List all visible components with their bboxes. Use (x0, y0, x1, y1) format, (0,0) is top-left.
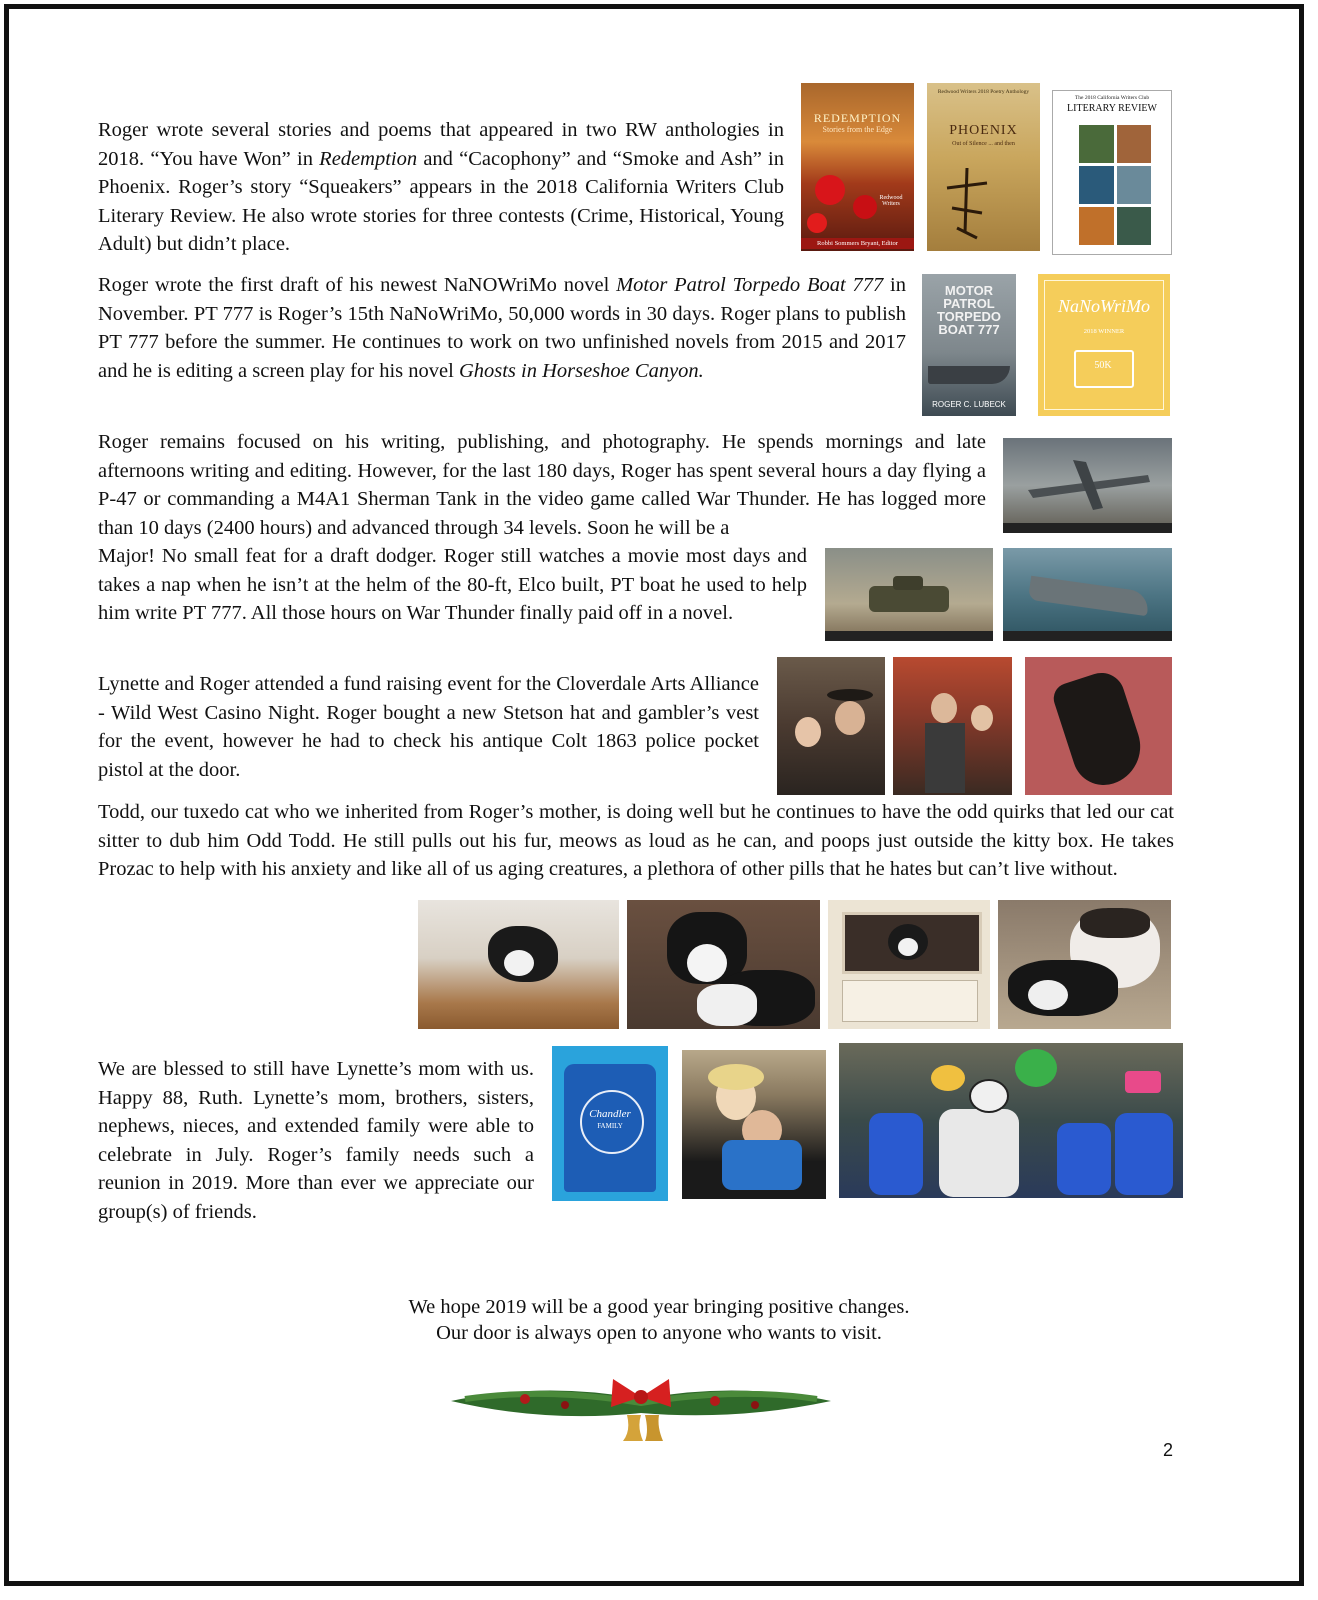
tshirt-text-chandler: Chandler (589, 1108, 631, 1120)
family-photo-booth-photo (839, 1043, 1183, 1198)
redemption-editor: Robbi Sommers Bryant, Editor (801, 238, 914, 249)
newsletter-page (4, 4, 1304, 1586)
phoenix-subtitle: Out of Silence ... and then (952, 141, 1015, 147)
pt-boat-silhouette (928, 366, 1010, 384)
war-thunder-pt-boat-screenshot (1003, 548, 1172, 641)
pt777-author: ROGER C. LUBECK (932, 400, 1006, 409)
family-reunion-tshirt-photo (552, 1046, 668, 1201)
grandma-with-baby-photo (682, 1050, 826, 1199)
p47-airplane-icon (1018, 450, 1158, 520)
cat-photo-shelf (828, 900, 990, 1029)
holster-icon (1050, 667, 1151, 793)
literary-review-cover (1052, 90, 1172, 255)
redemption-publisher: Redwood Writers (879, 195, 903, 207)
colt-pistol-holster-photo (1025, 657, 1172, 795)
review-photo-grid (1079, 125, 1151, 245)
poppy-flower-icon (807, 213, 827, 233)
pt777-book-cover (922, 274, 1016, 416)
war-thunder-sherman-tank-screenshot (825, 548, 993, 641)
party-mask-icon (969, 1079, 1009, 1113)
paragraph-anthologies: Roger wrote several stories and poems that appeared in two RW anthologies in 2018. “You have Won” in Redemption and “Cacophony” and “Smoke and Ash” in Phoenix. Roger’s story “Squeakers” appears in the 2018 California Writers Club Literary Review. He also wrote stories for three contests (Crime, Historical, Young Adult) but didn’t place. (98, 119, 784, 256)
paragraph-war-thunder: Roger remains focused on his writing, publishing, and photography. He spends mornings and late afternoons writing and editing. However, for the last 180 days, Roger has spent several hours a day flying a P-47 or commanding a M4A1 Sherman Tank in the video game called War Thunder. He has logged more than 10 days (2400 hours) and advanced through 34 levels. Soon he will be a (98, 431, 986, 539)
closing-line-2: Our door is always open to anyone who wants to visit. (436, 1322, 882, 1344)
paragraph-casino-night: Lynette and Roger attended a fund raising event for the Cloverdale Arts Alliance - Wild West Casino Night. Roger bought a new Stetson hat and gambler’s vest for the event, however he had to check his antique Colt 1863 police pocket pistol at the door. (98, 673, 759, 781)
casino-night-standing-photo (893, 657, 1012, 795)
paragraph-family: We are blessed to still have Lynette’s mom with us. Happy 88, Ruth. Lynette’s mom, brothers, sisters, nephews, nieces, and extended family were able to celebrate in July. Roger’s family needs such a reunion in 2019. More than ever we appreciate our group(s) of friends. (98, 1058, 534, 1223)
cat-photo-cushion (998, 900, 1171, 1029)
cat-photo-closeup (627, 900, 820, 1029)
nanowrimo-winner-badge (1038, 274, 1170, 416)
calligraphy-brush-icon (937, 163, 997, 243)
holiday-garland-icon (445, 1361, 837, 1451)
nanowrimo-winner-label: 2018 WINNER (1083, 328, 1125, 335)
page-number: 2 (1163, 1440, 1174, 1460)
paragraph-war-thunder-continued: Major! No small feat for a draft dodger. Roger still watches a movie most days and takes a nap when he isn’t at the helm of the 80-ft, Elco built, PT boat he used to help him write PT 777. All those hours on War Thunder finally paid off in a novel. (98, 545, 807, 625)
review-header: The 2018 California Writers Club (1074, 95, 1150, 101)
redemption-subtitle: Stories from the Edge (822, 125, 893, 134)
pt777-title: MOTOR PATROL TORPEDO BOAT 777 (936, 283, 1002, 337)
poppy-flower-icon (815, 175, 845, 205)
review-title: LITERARY REVIEW (1067, 103, 1157, 114)
phoenix-book-cover (927, 83, 1040, 251)
nanowrimo-50k-badge: 50K (1094, 360, 1112, 371)
phoenix-title: PHOENIX (949, 123, 1018, 138)
paragraph-nanowrimo: Roger wrote the first draft of his newest NaNOWriMo novel Motor Patrol Torpedo Boat 777 in November. PT 777 is Roger’s 15th NaNoWriMo, 50,000 words in 30 days. Roger plans to publish PT 777 before the summer. He continues to work on two unfinished novels from 2015 and 2017 and he is editing a screen play for his novel Ghosts in Horseshoe Canyon. (98, 274, 906, 382)
tinsel-wig-icon (1015, 1049, 1057, 1087)
cat-photo-desk (418, 900, 619, 1029)
redemption-book-cover (801, 83, 914, 251)
party-crown-icon (1125, 1071, 1161, 1093)
party-mask-icon (931, 1065, 965, 1091)
closing-line-1: We hope 2019 will be a good year bringing positive changes. (408, 1296, 910, 1318)
war-thunder-p47-screenshot (1003, 438, 1172, 533)
tshirt-text-family: FAMILY (597, 1122, 623, 1130)
redemption-title: REDEMPTION (813, 111, 902, 125)
paragraph-odd-todd: Todd, our tuxedo cat who we inherited from Roger’s mother, is doing well but he continues to have the odd quirks that led our cat sitter to dub him Odd Todd. He still pulls out his fur, meows as loud as he can, and poops just outside the kitty box. He takes Prozac to help with his anxiety and like all of us aging creatures, a plethora of other pills that he hates but can’t live without. (98, 801, 1174, 881)
pt-boat-icon (1028, 576, 1150, 616)
nanowrimo-title: NaNoWriMo (1057, 296, 1150, 316)
stetson-hat-icon (827, 689, 873, 701)
phoenix-header: Redwood Writers 2018 Poetry Anthology (937, 89, 1030, 95)
casino-night-couple-photo (777, 657, 885, 795)
